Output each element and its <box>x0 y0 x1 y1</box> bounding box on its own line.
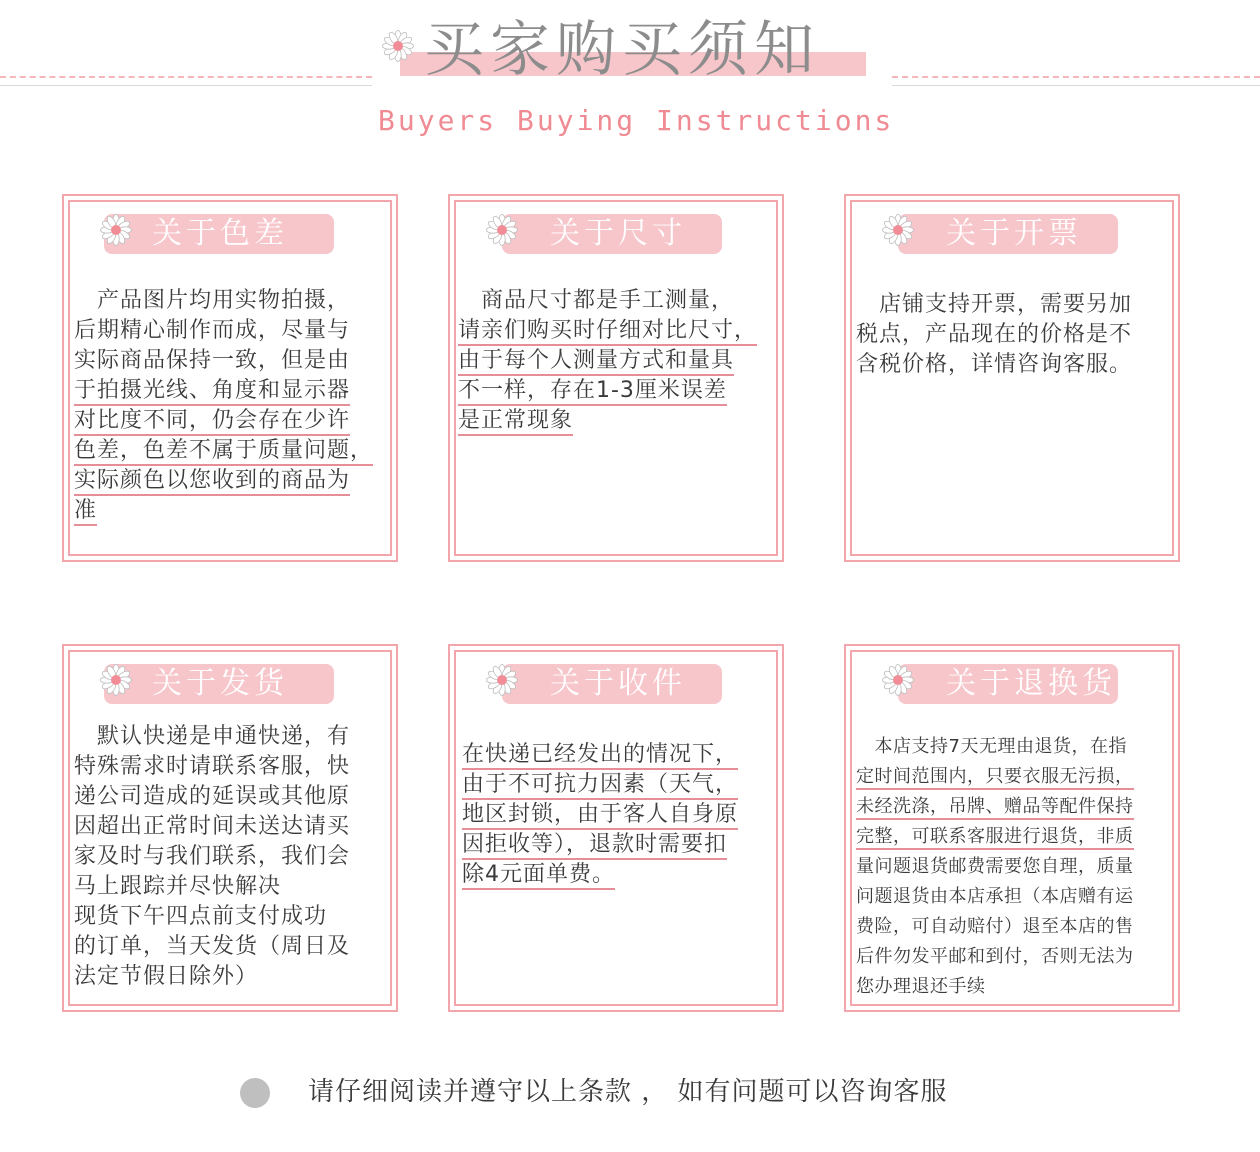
body-line: 本店支持7天无理由退货，在指 <box>856 736 1127 757</box>
body-line: 由于不可抗力因素（天气， <box>462 770 738 800</box>
body-line: 于拍摄光线、角度和显示器 <box>74 376 373 406</box>
card-title: 关于色差 <box>104 214 334 254</box>
body-line: 是正常现象 <box>458 406 757 436</box>
body-line: 家及时与我们联系，我们会 <box>74 844 351 869</box>
page-subtitle: Buyers Buying Instructions <box>378 104 895 137</box>
body-line: 特殊需求时请联系客服，快 <box>74 754 351 779</box>
page-title: 买家购买须知 <box>424 15 820 85</box>
body-line: 现货下午四点前支付成功 <box>74 904 328 929</box>
body-line: 实际商品保持一致，但是由 <box>74 348 351 373</box>
card-title: 关于开票 <box>898 214 1118 254</box>
card-size <box>448 194 784 562</box>
body-line: 未经洗涤，吊牌、赠品等配件保持 <box>856 792 1134 822</box>
body-line: 因超出正常时间未送达请买 <box>74 814 351 839</box>
body-line: 准 <box>74 496 373 526</box>
body-line: 费险，可自动赔付）退至本店的售 <box>856 916 1134 937</box>
body-line: 您办理退还手续 <box>856 976 986 997</box>
body-line: 后件勿发平邮和到付，否则无法为 <box>856 946 1134 967</box>
body-line: 递公司造成的延误或其他原 <box>74 784 351 809</box>
body-line: 商品尺寸都是手工测量， <box>458 288 735 313</box>
header-divider-left <box>0 76 372 88</box>
body-line: 完整，可联系客服进行退货，非质 <box>856 822 1134 852</box>
card-body <box>462 740 738 890</box>
card-body <box>856 290 1132 380</box>
card-returns <box>844 644 1180 1012</box>
body-line: 地区封锁，由于客人自身原 <box>462 800 738 830</box>
flower-icon <box>486 214 518 246</box>
card-invoice <box>844 194 1180 562</box>
flower-icon <box>382 30 414 62</box>
body-line: 后期精心制作而成，尽量与 <box>74 318 351 343</box>
card-body <box>74 722 350 992</box>
body-line: 法定节假日除外） <box>74 964 259 989</box>
body-line: 实际颜色以您收到的商品为 <box>74 466 373 496</box>
card-title: 关于尺寸 <box>502 214 722 254</box>
flower-icon <box>882 664 914 696</box>
flower-icon <box>882 214 914 246</box>
card-body <box>856 732 1134 1002</box>
card-title: 关于退换货 <box>898 664 1118 704</box>
header-divider-right <box>892 76 1260 88</box>
card-shipping <box>62 644 398 1012</box>
body-line: 由于每个人测量方式和量具 <box>458 346 757 376</box>
body-line: 含税价格，详情咨询客服。 <box>856 352 1133 377</box>
body-line: 问题退货由本店承担（本店赠有运 <box>856 886 1134 907</box>
body-line: 马上跟踪并尽快解决 <box>74 874 282 899</box>
flower-icon <box>486 664 518 696</box>
body-line: 在快递已经发出的情况下， <box>462 740 738 770</box>
body-line: 因拒收等），退款时需要扣 <box>462 830 738 860</box>
card-title: 关于发货 <box>104 664 334 704</box>
body-line: 色差，色差不属于质量问题， <box>74 436 373 466</box>
card-title: 关于收件 <box>502 664 722 704</box>
flower-icon <box>100 214 132 246</box>
card-receiving <box>448 644 784 1012</box>
card-body <box>458 286 757 436</box>
footer-notice: 请仔细阅读并遵守以上条款 ， 如有问题可以咨询客服 <box>308 1077 948 1107</box>
body-line: 税点，产品现在的价格是不 <box>856 322 1133 347</box>
flower-icon <box>100 664 132 696</box>
body-line: 店铺支持开票，需要另加 <box>856 292 1133 317</box>
body-line: 定时间范围内，只要衣服无污损， <box>856 762 1134 792</box>
body-line: 产品图片均用实物拍摄， <box>74 288 351 313</box>
body-line: 的订单，当天发货（周日及 <box>74 934 351 959</box>
body-line: 量问题退货邮费需要您自理，质量 <box>856 856 1134 877</box>
body-line: 除4元面单费。 <box>462 860 738 890</box>
body-line: 请亲们购买时仔细对比尺寸， <box>458 316 757 346</box>
body-line: 默认快递是申通快递，有 <box>74 724 351 749</box>
card-body <box>74 286 373 526</box>
body-line: 不一样，存在1-3厘米误差 <box>458 376 757 406</box>
body-line: 对比度不同，仍会存在少许 <box>74 406 373 436</box>
bullet-dot-icon <box>240 1078 270 1108</box>
card-color-difference <box>62 194 398 562</box>
